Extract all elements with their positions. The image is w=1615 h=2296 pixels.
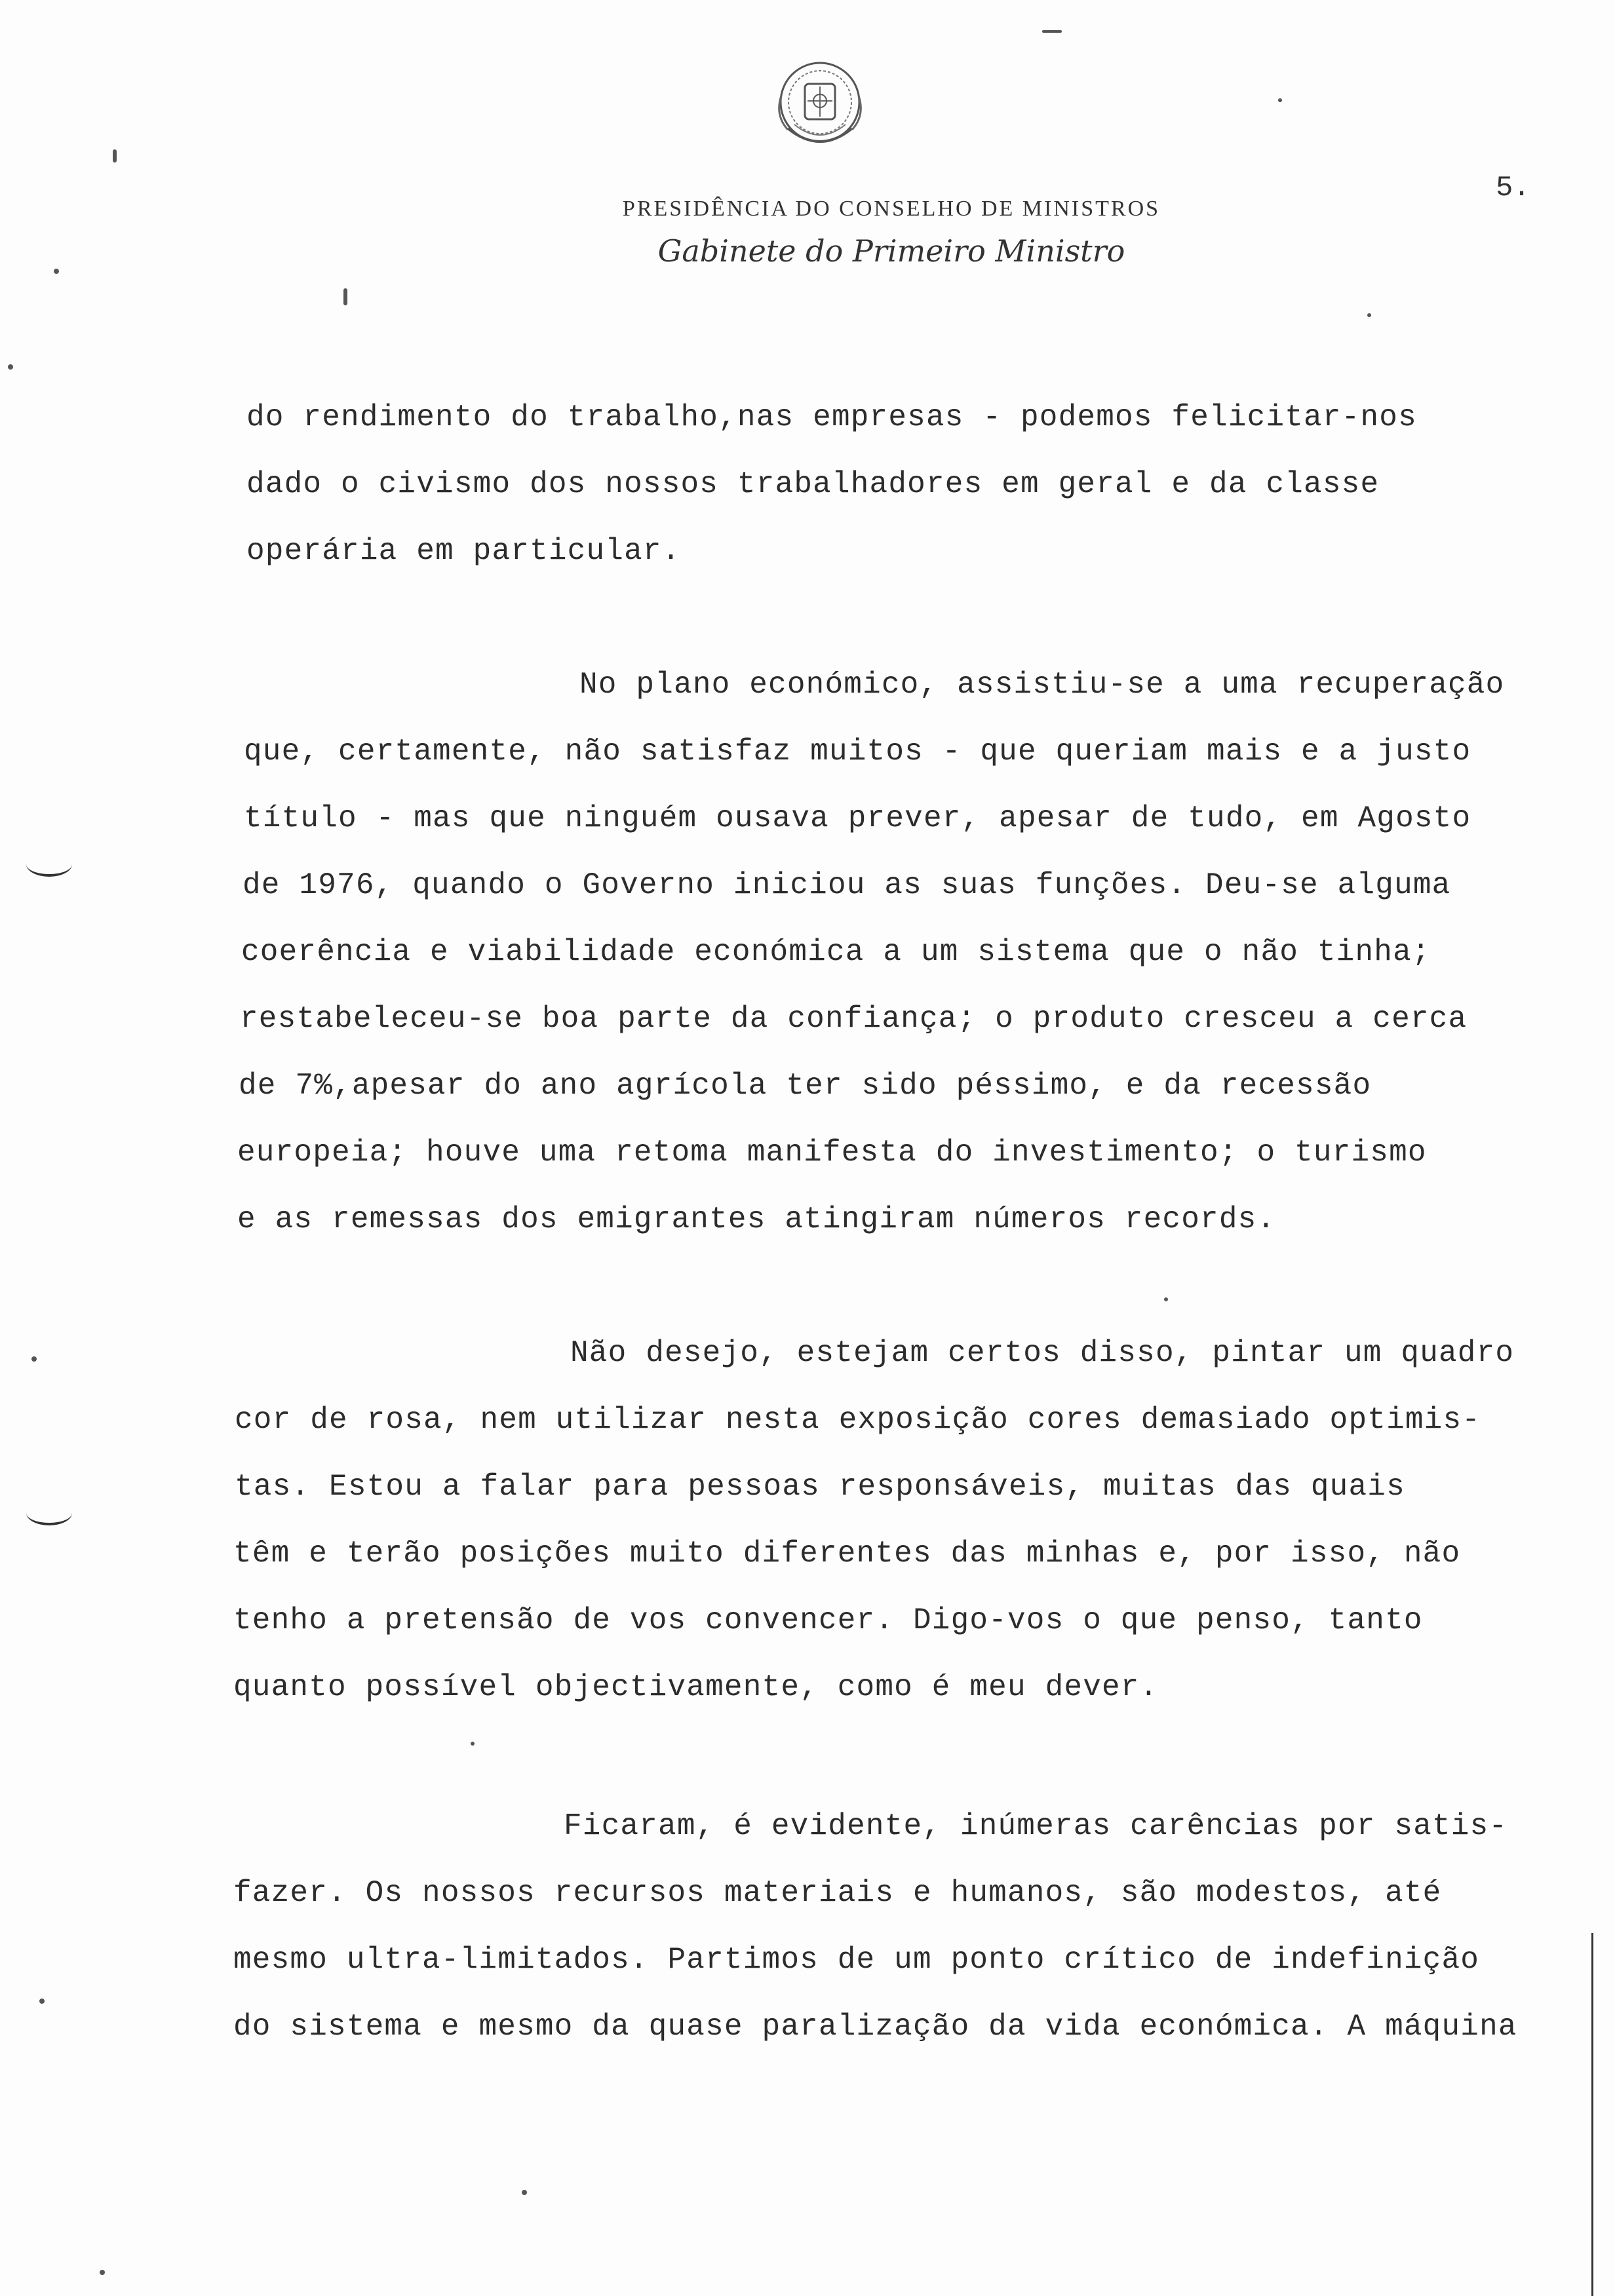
body-line: No plano económico, assistiu-se a uma recuperação [579,668,1505,702]
scan-speck [471,1742,475,1746]
body-line: e as remessas dos emigrantes atingiram números records. [237,1202,1276,1236]
scan-speck [1164,1297,1168,1301]
body-line: europeia; houve uma retoma manifesta do investimento; o turismo [237,1136,1427,1170]
body-line: restabeleceu-se boa parte da confiança; o produto cresceu a cerca [240,1002,1468,1036]
body-line: coerência e viabilidade económica a um sistema que o não tinha; [241,935,1431,969]
scan-speck [343,288,347,305]
body-line: Ficaram, é evidente, inúmeras carências por satis- [564,1809,1508,1843]
scan-speck [8,364,13,370]
body-line: que, certamente, não satisfaz muitos - que queriam mais e a justo [244,735,1471,769]
body-line: operária em particular. [246,534,681,568]
scan-mark [26,852,72,877]
scan-speck [54,269,59,274]
body-line: quanto possível objectivamente, como é meu dever. [233,1670,1159,1704]
page-number: 5. [1496,172,1530,204]
scan-speck [39,1999,45,2004]
body-line: título - mas que ninguém ousava prever, apesar de tudo, em Agosto [244,801,1471,835]
body-line: fazer. Os nossos recursos materiais e humanos, são modestos, até [233,1876,1442,1910]
scan-mark [26,1501,72,1525]
body-line: mesmo ultra-limitados. Partimos de um ponto crítico de indefinição [233,1943,1480,1977]
body-line: tenho a pretensão de vos convencer. Digo-vos o que penso, tanto [233,1603,1423,1637]
body-line: têm e terão posições muito diferentes das minhas e, por isso, não [233,1537,1461,1571]
scan-speck [113,149,117,163]
body-line: tas. Estou a falar para pessoas responsáveis, muitas das quais [235,1470,1405,1504]
body-line: do sistema e mesmo da quase paralização da vida económica. A máquina [233,2010,1517,2044]
scan-speck [1042,30,1062,33]
body-line: de 1976, quando o Governo iniciou as suas funções. Deu-se alguma [243,868,1451,902]
scan-speck [1278,98,1282,102]
body-line: de 7%,apesar do ano agrícola ter sido péssimo, e da recessão [239,1069,1372,1103]
coat-of-arms-seal-icon [768,56,872,160]
body-line: dado o civismo dos nossos trabalhadores em geral e da classe [246,467,1380,501]
scan-speck [100,2270,105,2275]
body-line: Não desejo, estejam certos disso, pintar um quadro [570,1336,1515,1370]
scan-speck [1367,313,1371,317]
office-name: Gabinete do Primeiro Ministro [657,233,1125,269]
scan-speck [31,1356,37,1362]
body-line: cor de rosa, nem utilizar nesta exposição cores demasiado optimis- [235,1403,1481,1437]
scan-speck [522,2190,527,2195]
organization-name: PRESIDÊNCIA DO CONSELHO DE MINISTROS [622,197,1161,221]
scan-edge-line [1591,1933,1593,2296]
body-line: do rendimento do trabalho,nas empresas - podemos felicitar-nos [246,400,1417,434]
